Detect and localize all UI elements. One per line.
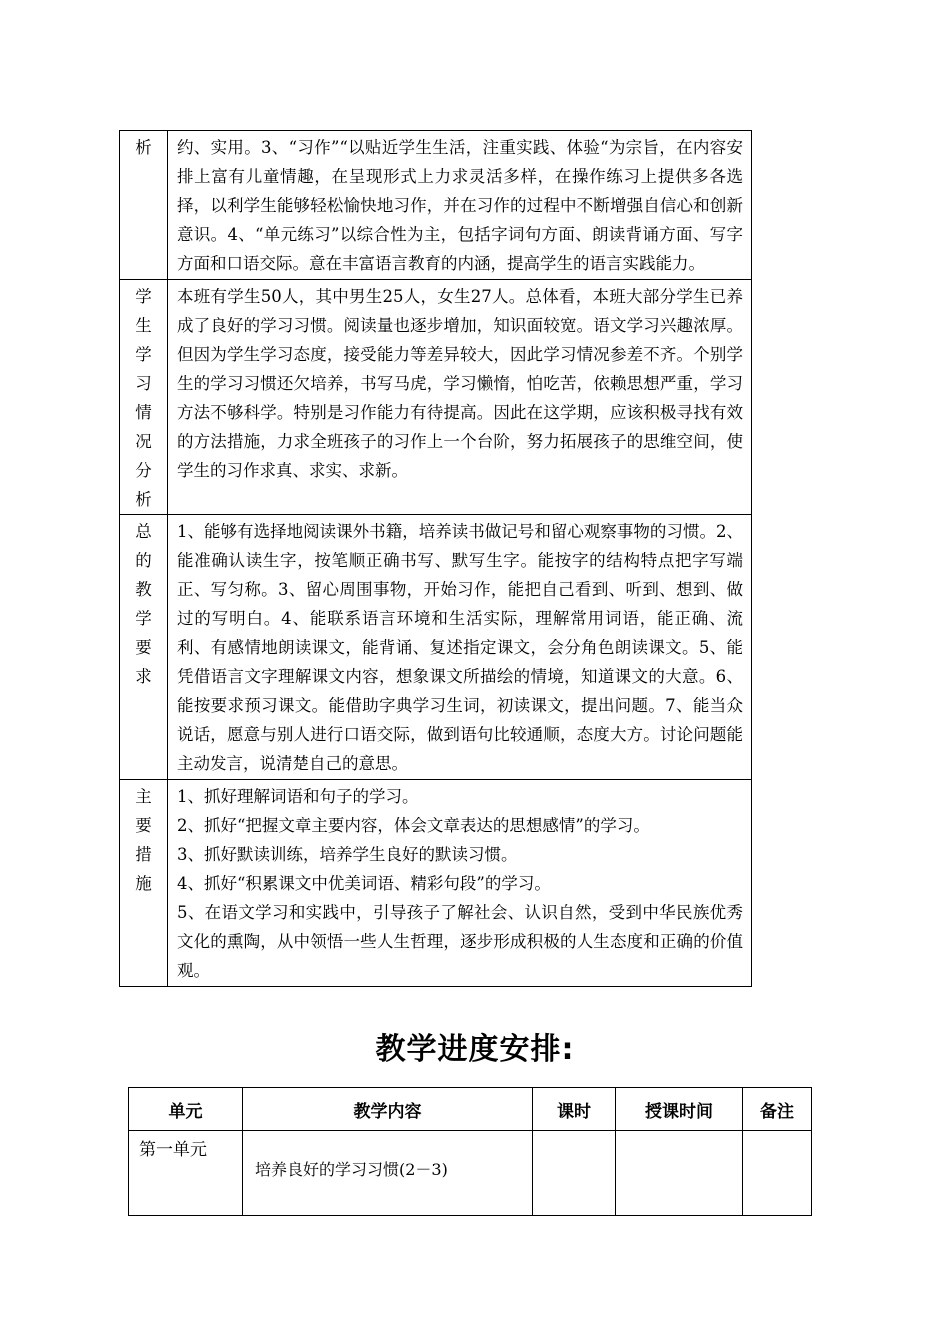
content-paragraph: 5、在语文学习和实践中，引导孩子了解社会、认识自然，受到中华民族优秀文化的熏陶，从中领悟一些人生哲理，逐步形成积极的人生态度和正确的价值观。 <box>177 903 743 980</box>
schedule-content-cell: 培养良好的学习习惯(2－3) <box>243 1131 533 1216</box>
plan-row-content <box>168 131 752 280</box>
label-char: 总 <box>135 522 152 541</box>
plan-row-content <box>168 280 752 515</box>
content-paragraph: 2、抓好“把握文章主要内容，体会文章表达的思想感情”的学习。 <box>177 816 650 835</box>
plan-row-label <box>120 280 168 515</box>
label-char: 要 <box>135 816 152 835</box>
content-paragraph: 1、抓好理解词语和句子的学习。 <box>177 787 419 806</box>
content-paragraph: 约、实用。3、“习作”“以贴近学生生活，注重实践、体验“为宗旨，在内容安排上富有儿童情趣，在呈现形式上力求灵活多样，在操作练习上提供多各选择，以利学生能够轻松愉快地习作，并在习作的过程中不断增强自信心和创新意识。4、“单元练习”以综合性为主，包括字词句方面、朗读背诵方面、写字方面和口语交际。意在丰富语言教育的内涵，提高学生的语言实践能力。 <box>177 138 743 273</box>
label-char: 情 <box>135 403 152 422</box>
label-char: 措 <box>135 845 152 864</box>
label-char: 教 <box>135 580 152 599</box>
label-char: 学 <box>135 287 152 306</box>
header-note: 备注 <box>743 1088 812 1131</box>
label-char: 学 <box>135 345 152 364</box>
plan-row-content <box>168 515 752 780</box>
plan-row <box>120 131 752 280</box>
schedule-header-row <box>129 1088 812 1131</box>
plan-row-content <box>168 780 752 987</box>
label-char: 求 <box>135 667 152 686</box>
label-char: 学 <box>135 609 152 628</box>
plan-row <box>120 280 752 515</box>
header-unit: 单元 <box>129 1088 243 1131</box>
label-char: 生 <box>135 316 152 335</box>
label-char: 析 <box>135 490 152 509</box>
schedule-time-cell <box>616 1131 743 1216</box>
content-paragraph: 本班有学生50人，其中男生25人，女生27人。总体看，本班大部分学生已养成了良好的学习习惯。阅读量也逐步增加，知识面较宽。语文学习兴趣浓厚。但因为学生学习态度，接受能力等差异较大，因此学习情况参差不齐。个别学生的学习习惯还欠培养，书写马虎，学习懒惰，怕吃苦，依赖思想严重，学习方法不够科学。特别是习作能力有待提高。因此在这学期，应该积极寻找有效的方法措施，力求全班孩子的习作上一个台阶，努力拓展孩子的思维空间，使学生的习作求真、求实、求新。 <box>177 287 743 480</box>
plan-row <box>120 780 752 987</box>
plan-row-label <box>120 780 168 987</box>
label-char: 主 <box>135 787 152 806</box>
schedule-title: 教学进度安排: <box>375 1032 575 1067</box>
label-char: 的 <box>135 551 152 570</box>
label-char: 析 <box>135 138 152 157</box>
label-char: 分 <box>135 461 152 480</box>
content-paragraph: 1、能够有选择地阅读课外书籍，培养读书做记号和留心观察事物的习惯。2、能准确认读生字，按笔顺正确书写、默写生字。能按字的结构特点把字写端正、写匀称。3、留心周围事物，开始习作，能把自己看到、听到、想到、做过的写明白。4、能联系语言环境和生活实际，理解常用词语，能正确、流利、有感情地朗读课文，能背诵、复述指定课文，会分角色朗读课文。5、能凭借语言文字理解课文内容，想象课文所描绘的情境，知道课文的大意。6、能按要求预习课文。能借助字典学习生词，初读课文，提出问题。7、能当众说话，愿意与别人进行口语交际，做到语句比较通顺，态度大方。讨论问题能主动发言，说清楚自己的意思。 <box>177 522 743 773</box>
label-char: 要 <box>135 638 152 657</box>
header-time: 授课时间 <box>616 1088 743 1131</box>
content-paragraph: 3、抓好默读训练，培养学生良好的默读习惯。 <box>177 845 518 864</box>
label-char: 习 <box>135 374 152 393</box>
schedule-table <box>128 1087 812 1216</box>
header-hours: 课时 <box>533 1088 616 1131</box>
content-paragraph: 4、抓好“积累课文中优美词语、精彩句段”的学习。 <box>177 874 551 893</box>
label-char: 况 <box>135 432 152 451</box>
plan-row-label <box>120 131 168 280</box>
schedule-hours-cell <box>533 1131 616 1216</box>
schedule-row <box>129 1131 812 1216</box>
header-content: 教学内容 <box>243 1088 533 1131</box>
plan-table <box>119 130 752 987</box>
label-char: 施 <box>135 874 152 893</box>
schedule-note-cell <box>743 1131 812 1216</box>
schedule-unit-cell: 第一单元 <box>129 1131 243 1216</box>
plan-row <box>120 515 752 780</box>
plan-row-label <box>120 515 168 780</box>
